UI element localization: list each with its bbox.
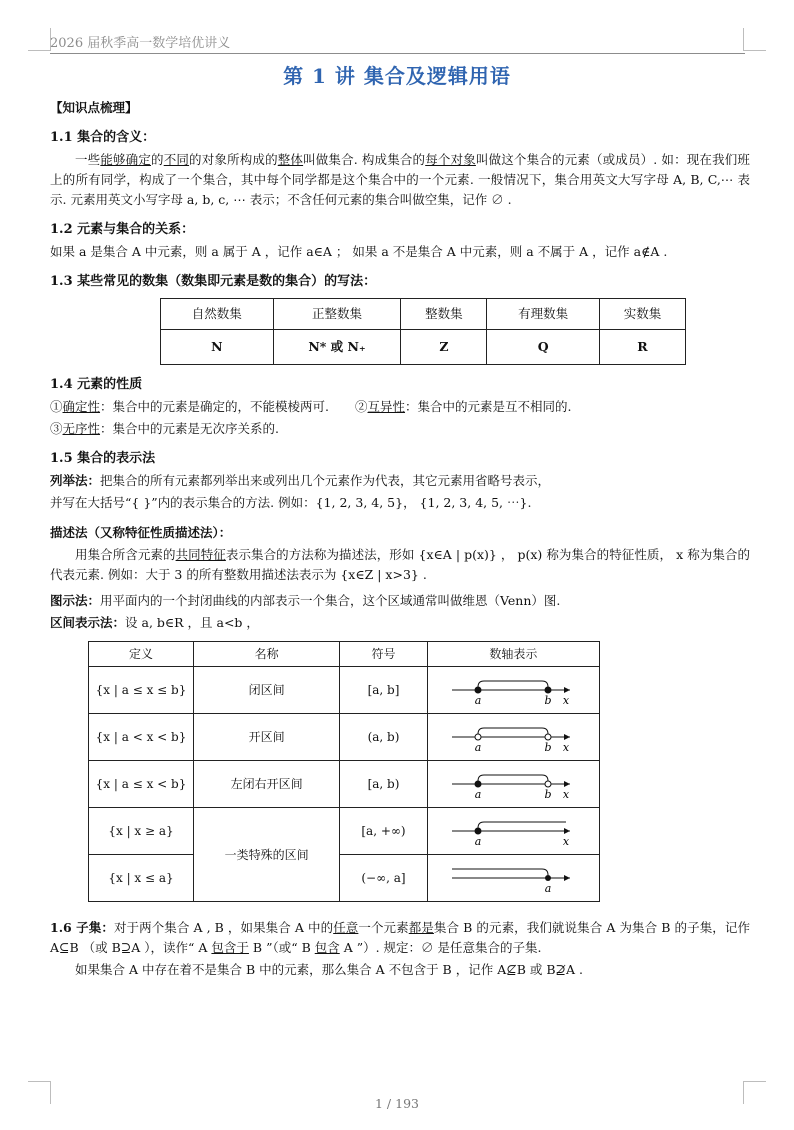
text: 对于两个集合 A , B ，如果集合 A 中的 — [113, 920, 334, 935]
number-sets-table — [160, 298, 686, 365]
text: A ”）. 规定：∅ 是任意集合的子集. — [339, 940, 542, 955]
crop-mark — [743, 28, 766, 51]
number-line-closed — [448, 670, 578, 710]
text: 表示集合的方法称为描述法，形如 {x∈A | p(x)} ， p(x) 称为集合的特征性质， x 称为集合的代表元素. 例如：大于 3 的所有整数用描述法表示为 {x∈Z | x>3} . — [50, 547, 750, 582]
property-line — [50, 397, 750, 417]
paragraph: 如果 a 是集合 A 中元素，则 a 属于 A ，记作 a∈A ； 如果 a 不是集合 A 中元素，则 a 不属于 A ，记作 a∉A . — [50, 244, 668, 259]
text: 叫做集合. 构成集合的 — [303, 152, 426, 167]
item-number: ③ — [50, 421, 63, 436]
running-header: 2026 届秋季高一数学培优讲义 — [50, 32, 745, 54]
main-content — [50, 98, 750, 982]
underlined-term: 任意 — [333, 920, 359, 935]
table-cell: (−∞, a] — [340, 855, 428, 902]
table-cell: [a, b] — [340, 667, 428, 714]
section-heading: 1.2 元素与集合的关系： — [50, 222, 195, 237]
text: 集合 B 的元素，我们就说集合 A 为集合 B 的子集，记作 A⊆B （或 B⊇A ），读作“ A — [50, 920, 750, 955]
tick-label-a: a — [475, 835, 482, 848]
table-header-cell: 名称 — [194, 642, 340, 667]
underlined-term: 共同特征 — [175, 547, 226, 562]
table-header-cell: 整数集 — [401, 299, 487, 330]
table-cell: 一类特殊的区间 — [194, 808, 340, 902]
number-line-cell — [427, 714, 599, 761]
axis-arrow — [564, 781, 570, 787]
underlined-term: 包含于 — [211, 940, 249, 955]
table-cell: {x | a < x < b} — [89, 714, 194, 761]
text: 用集合所含元素的 — [75, 547, 176, 562]
number-line-cell — [427, 667, 599, 714]
table-header-cell: 正整数集 — [273, 299, 401, 330]
section-heading: 1.5 集合的表示法 — [50, 451, 156, 466]
text: 叫做这个集合的元素（或成员）. 如：现在我们班上的所有同学，构成了一个集合，其中每个同学都是这个集合中的一个元素. 一般情况下，集合用英文大写字母 A, B, C,⋯ 表示. 元素用英文小写字母 a, b, c, ⋯ 表示；不含任何元素的集合叫做空集，记作 ∅ . — [50, 152, 750, 207]
table-cell: [a, +∞) — [340, 808, 428, 855]
item-number: ① — [50, 399, 63, 414]
table-cell: {x | a ≤ x < b} — [89, 761, 194, 808]
axis-label-x: x — [563, 741, 570, 754]
table-cell: {x | x ≥ a} — [89, 808, 194, 855]
underlined-term: 互异性 — [367, 399, 406, 414]
section-heading: 1.1 集合的含义： — [50, 130, 156, 145]
underlined-term: 确定性 — [62, 399, 101, 414]
table-cell: 闭区间 — [194, 667, 340, 714]
table-cell: {x | x ≤ a} — [89, 855, 194, 902]
text: B ”（或“ B — [248, 940, 315, 955]
interval-table — [88, 641, 600, 902]
table-cell: N — [161, 330, 274, 365]
interval-bracket — [478, 822, 566, 828]
tick-label-b: b — [544, 694, 552, 707]
endpoint-open — [545, 781, 551, 787]
endpoint-closed — [545, 875, 551, 881]
tick-label-b: b — [544, 741, 552, 754]
text: 的 — [151, 152, 164, 167]
text: 设 a, b∈R ，且 a<b ， — [125, 615, 259, 630]
axis-label-x: x — [563, 835, 570, 848]
table-cell: Z — [401, 330, 487, 365]
text: ：集合中的元素是确定的，不能模棱两可. — [100, 399, 330, 414]
number-line-cell — [427, 808, 599, 855]
table-cell: 左闭右开区间 — [194, 761, 340, 808]
number-line-half-open — [448, 764, 578, 804]
endpoint-closed — [475, 828, 481, 834]
paragraph: 并写在大括号“{ }”内的表示集合的方法. 例如：{1, 2, 3, 4, 5}， {1, 2, 3, 4, 5, ⋯}. — [50, 495, 532, 510]
text: 一些 — [75, 152, 101, 167]
axis-arrow — [564, 875, 570, 881]
table-cell: {x | a ≤ x ≤ b} — [89, 667, 194, 714]
item-number: ② — [354, 399, 368, 414]
table-header-cell: 有理数集 — [487, 299, 600, 330]
paragraph — [50, 150, 750, 210]
tick-label-a: a — [475, 788, 482, 801]
endpoint-open — [475, 734, 481, 740]
text: 用平面内的一个封闭曲线的内部表示一个集合，这个区域通常叫做维恩（Venn）图. — [100, 593, 561, 608]
number-line-cell — [427, 761, 599, 808]
table-header-cell: 定义 — [89, 642, 194, 667]
knowledge-heading: 【知识点梳理】 — [50, 100, 138, 115]
table-cell: N* 或 N₊ — [273, 330, 401, 365]
method-label: 描述法（又称特征性质描述法）： — [50, 525, 232, 540]
endpoint-closed — [475, 687, 481, 693]
table-cell: Q — [487, 330, 600, 365]
number-line-cell — [427, 855, 599, 902]
tick-label-a: a — [545, 882, 552, 895]
paragraph — [50, 591, 750, 611]
paragraph: 如果集合 A 中存在着不是集合 B 中的元素，那么集合 A 不包含于 B ，记作 A⊈B 或 B⊉A . — [75, 962, 583, 977]
table-cell: [a, b) — [340, 761, 428, 808]
interval-bracket — [478, 728, 548, 734]
section-heading: 1.3 某些常见的数集（数集即元素是数的集合）的写法： — [50, 274, 377, 289]
axis-arrow — [564, 734, 570, 740]
interval-bracket — [478, 681, 548, 687]
text: 的对象所构成的 — [189, 152, 278, 167]
endpoint-closed — [545, 687, 551, 693]
paragraph — [50, 918, 750, 958]
tick-label-a: a — [475, 741, 482, 754]
table-header-cell: 符号 — [340, 642, 428, 667]
table-header-cell: 自然数集 — [161, 299, 274, 330]
number-line-ray-left — [448, 858, 578, 898]
text: ：集合中的元素是无次序关系的. — [100, 421, 280, 436]
axis-label-x: x — [563, 694, 570, 707]
text: 一个元素 — [358, 920, 409, 935]
table-cell: R — [599, 330, 685, 365]
interval-bracket — [478, 775, 548, 781]
property-line — [50, 419, 750, 439]
text: 把集合的所有元素都列举出来或列出几个元素作为代表，其它元素用省略号表示， — [100, 473, 551, 488]
section-heading: 1.4 元素的性质 — [50, 377, 143, 392]
axis-label-x: x — [563, 788, 570, 801]
table-header-cell: 实数集 — [599, 299, 685, 330]
underlined-term: 能够确定 — [100, 152, 152, 167]
underlined-term: 都是 — [408, 920, 434, 935]
tick-label-a: a — [475, 694, 482, 707]
section-heading: 1.6 子集： — [50, 920, 114, 935]
method-label: 区间表示法： — [50, 615, 126, 630]
underlined-term: 包含 — [314, 940, 340, 955]
endpoint-closed — [475, 781, 481, 787]
paragraph — [50, 471, 750, 491]
tick-label-b: b — [544, 788, 552, 801]
axis-arrow — [564, 687, 570, 693]
lecture-title: 第 1 讲 集合及逻辑用语 — [283, 64, 511, 88]
table-cell: (a, b) — [340, 714, 428, 761]
table-header-cell: 数轴表示 — [427, 642, 599, 667]
method-label: 列举法： — [50, 473, 101, 488]
number-line-open — [448, 717, 578, 757]
page-number: 1 / 193 — [375, 1096, 419, 1111]
endpoint-open — [545, 734, 551, 740]
underlined-term: 每个对象 — [425, 152, 476, 167]
text: ：集合中的元素是互不相同的. — [405, 399, 572, 414]
underlined-term: 整体 — [277, 152, 304, 167]
underlined-term: 无序性 — [62, 421, 101, 436]
paragraph — [50, 613, 750, 633]
axis-arrow — [564, 828, 570, 834]
paragraph — [50, 545, 750, 585]
table-cell: 开区间 — [194, 714, 340, 761]
number-line-ray-right — [448, 811, 578, 851]
interval-bracket — [452, 869, 548, 875]
method-label: 图示法： — [50, 593, 101, 608]
crop-mark — [28, 28, 51, 51]
underlined-term: 不同 — [163, 152, 190, 167]
